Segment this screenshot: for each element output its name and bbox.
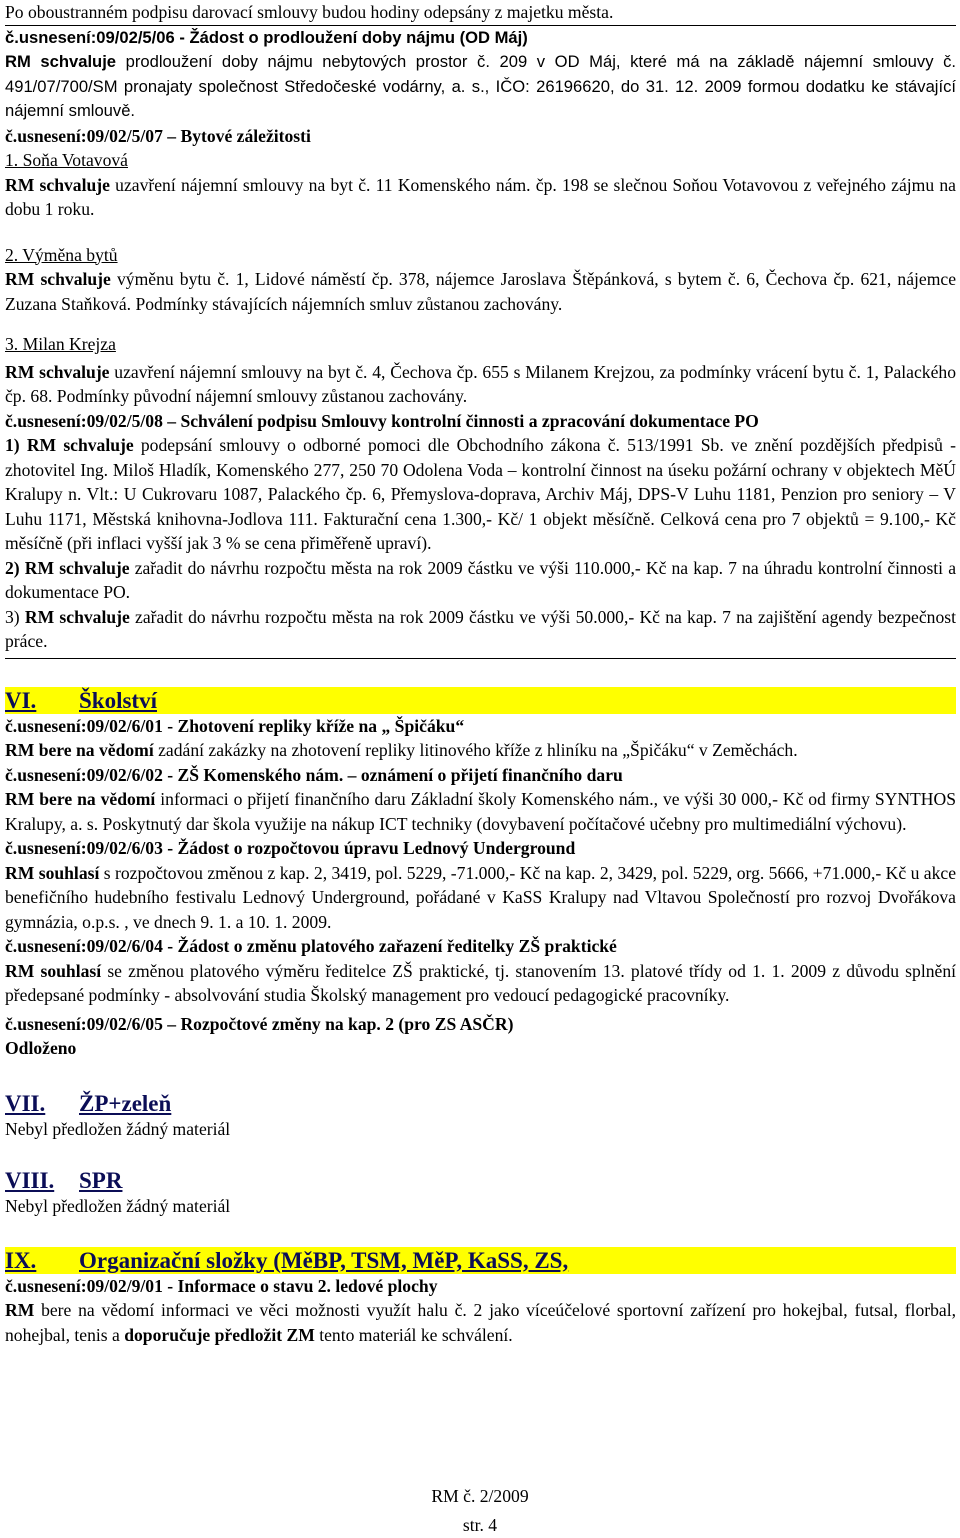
resolution-heading: č.usnesení:09/02/6/01 - Zhotovení repliky kříže na „ Špičáku“ [5, 715, 465, 736]
footer-doc-number: RM č. 2/2009 [431, 1486, 529, 1506]
resolution-body: zařadit do návrhu rozpočtu města na rok 2009 částku ve výši 110.000,- Kč na kap. 7 na úhradu kontrolní činnosti a dokumentace PO. [5, 557, 956, 602]
resolution-heading: č.usnesení:09/02/5/07 – Bytové záležitosti [5, 125, 311, 146]
section-title: ŽP+zeleň [79, 1090, 172, 1116]
resolution-text [5, 360, 956, 409]
resolution-lead: 2) RM schvaluje [5, 557, 130, 578]
resolution-heading: č.usnesení:09/02/9/01 - Informace o stavu 2. ledové plochy [5, 1275, 438, 1296]
section-number: VIII. [5, 1168, 55, 1193]
resolution-text [5, 738, 956, 763]
top-line: Po oboustranném podpisu darovací smlouvy budou hodiny odepsány z majetku města. [5, 2, 614, 22]
resolution-body: tento materiál ke schválení. [314, 1324, 513, 1345]
section-title: SPR [79, 1168, 123, 1193]
footer-page-number: str. 4 [462, 1515, 498, 1535]
resolution-text [5, 50, 956, 124]
resolution-lead: RM schvaluje [24, 606, 130, 627]
item-title: 1. Soňa Votavová [5, 150, 128, 170]
resolution-lead: RM schvaluje [5, 52, 117, 71]
resolution-text [5, 433, 956, 556]
section-title: Školství [79, 687, 157, 713]
section-heading-vi [5, 687, 956, 714]
resolution-body: zadání zakázky na zhotovení repliky litinového kříže z hliníku na „Špičáku“ v Zeměchách. [153, 740, 798, 760]
resolution-heading: č.usnesení:09/02/6/05 – Rozpočtové změny na kap. 2 (pro ZS ASČR) [5, 1013, 514, 1034]
resolution-body: se změnou platového výměru ředitelce ZŠ praktické, tj. stanovením 13. platové třídy od 1. 1. 2009 z důvodu splnění předepsané podmínky - absolvování studia Školský management pro vedoucí pedagogické pracovníky. [5, 960, 957, 1005]
resolution-body: zařadit do návrhu rozpočtu města na rok 2009 částku ve výši 50.000,- Kč na kap. 7 na zajištění agendy bezpečnost práce. [5, 606, 956, 651]
item-title: 2. Výměna bytů [5, 244, 118, 265]
resolution-status: Odloženo [5, 1038, 77, 1058]
section-heading-vii [5, 1090, 956, 1117]
resolution-lead: RM [5, 1300, 35, 1320]
resolution-heading: č.usnesení:09/02/6/02 - ZŠ Komenského nám. – oznámení o přijetí finančního daru [5, 764, 623, 785]
resolution-lead: RM souhlasí [5, 960, 102, 981]
resolution-bold-phrase: doporučuje předložit ZM [124, 1324, 315, 1345]
section-heading-ix [5, 1247, 956, 1274]
resolution-text [5, 605, 956, 654]
section-title: Organizační složky (MěBP, TSM, MěP, KaSS, ZS, [79, 1247, 569, 1273]
section-heading-viii [5, 1167, 956, 1194]
section-note: Nebyl předložen žádný materiál [5, 1196, 231, 1216]
resolution-lead: RM schvaluje [5, 269, 111, 289]
resolution-body: bere na vědomí informaci ve věci možnosti využít halu č. 2 jako víceúčelové sportovní zařízení pro hokejbal, futsal, florbal, nohejbal, tenis a [5, 1300, 956, 1345]
resolution-heading: č.usnesení:09/02/6/03 - Žádost o rozpočtovou úpravu Lednový Underground [5, 838, 576, 858]
resolution-lead: 1) RM schvaluje [5, 435, 134, 455]
resolution-body: výměnu bytu č. 1, Lidové náměstí čp. 378, nájemce Jaroslava Štěpánková, s bytem č. 6, Čechova čp. 621, nájemce Zuzana Staňková. Podmínky stávajících nájemních smluv zůstanou zachovány. [5, 269, 956, 314]
item-title: 3. Milan Krejza [5, 334, 116, 354]
resolution-body: informaci o přijetí finančního daru Základní školy Komenského nám., ve výši 30 000,- Kč od firmy SYNTHOS Kralupy, a. s. Poskytnutý dar škola využije na nákup ICT techniky (dovybavení počítačové učebny pro multimediální výchovu). [5, 789, 956, 834]
resolution-body: uzavření nájemní smlouvy na byt č. 11 Komenského nám. čp. 198 se slečnou Soňou Votavovou z veřejného zájmu na dobu 1 roku. [5, 174, 956, 219]
resolution-lead: RM bere na vědomí [5, 740, 154, 760]
resolution-text [5, 173, 956, 222]
resolution-lead: RM schvaluje [5, 361, 110, 382]
resolution-lead: RM bere na vědomí [5, 789, 156, 809]
resolution-text [5, 959, 956, 1008]
section-number: VII. [5, 1090, 46, 1116]
resolution-lead: RM souhlasí [5, 862, 100, 883]
resolution-body: prodloužení doby nájmu nebytových prostor č. 209 v OD Máj, které má na základě nájemní smlouvy č. 491/07/700/SM pronajaty společnost Středočeské vodárny, a. s., IČO: 26196620, do 31. 12. 2009 formou dodatku ke stávající nájemní smlouvě. [5, 52, 956, 120]
resolution-text [5, 787, 956, 836]
resolution-text [5, 1298, 956, 1347]
section-note: Nebyl předložen žádný materiál [5, 1118, 231, 1139]
section-number: VI. [5, 687, 37, 713]
resolution-heading: č.usnesení:09/02/6/04 - Žádost o změnu platového zařazení ředitelky ZŠ praktické [5, 936, 617, 956]
item-prefix: 3) [5, 606, 25, 627]
section-number: IX. [5, 1247, 37, 1273]
resolution-body: s rozpočtovou změnou z kap. 2, 3419, pol. 5229, -71.000,- Kč na kap. 2, 3429, pol. 5229, org. 5666, +71.000,- Kč u akce benefičního hudebního festivalu Lednový Underground, pořádané v KaSS Kralupy nad Vltavou Společností pro rozvoj Dvořákova gymnázia, o.p.s. , ve dnech 9. 1. a 10. 1. 2009. [5, 862, 957, 932]
resolution-text [5, 861, 956, 935]
resolution-body: uzavření nájemní smlouvy na byt č. 4, Čechova čp. 655 s Milanem Krejzou, za podmínky vrácení bytu č. 1, Palackého čp. 68. Podmínky původní nájemní smlouvy zůstanou zachovány. [5, 361, 956, 406]
resolution-body: podepsání smlouvy o odborné pomoci dle Obchodního zákona č. 513/1991 Sb. ve znění pozdějších předpisů - zhotovitel Ing. Miloš Hladík, Komenského 277, 250 70 Odolena Voda – kontrolní činnost na úseku požární ochrany v objektech MěÚ Kralupy n. Vlt.: U Cukrovaru 1087, Palackého čp. 6, Přemyslova-doprava, Archiv Máj, DPS-V Luhu 1181, Penzion pro seniory – V Luhu 1171, Městská knihovna-Jodlova 111. Fakturační cena 1.300,- Kč/ 1 objekt měsíčně. Celková cena pro 7 objektů = 9.100,- Kč měsíčně (při inflaci vyšší jak 3 % se cena přiměřeně upraví). [5, 435, 956, 553]
divider [5, 658, 956, 659]
resolution-text [5, 267, 956, 316]
resolution-text [5, 556, 956, 605]
resolution-heading: č.usnesení:09/02/5/06 - Žádost o prodloužení doby nájmu (OD Máj) [5, 27, 528, 47]
resolution-lead: RM schvaluje [5, 174, 110, 195]
resolution-heading: č.usnesení:09/02/5/08 – Schválení podpisu Smlouvy kontrolní činnosti a zpracování dokumentace PO [5, 410, 759, 431]
